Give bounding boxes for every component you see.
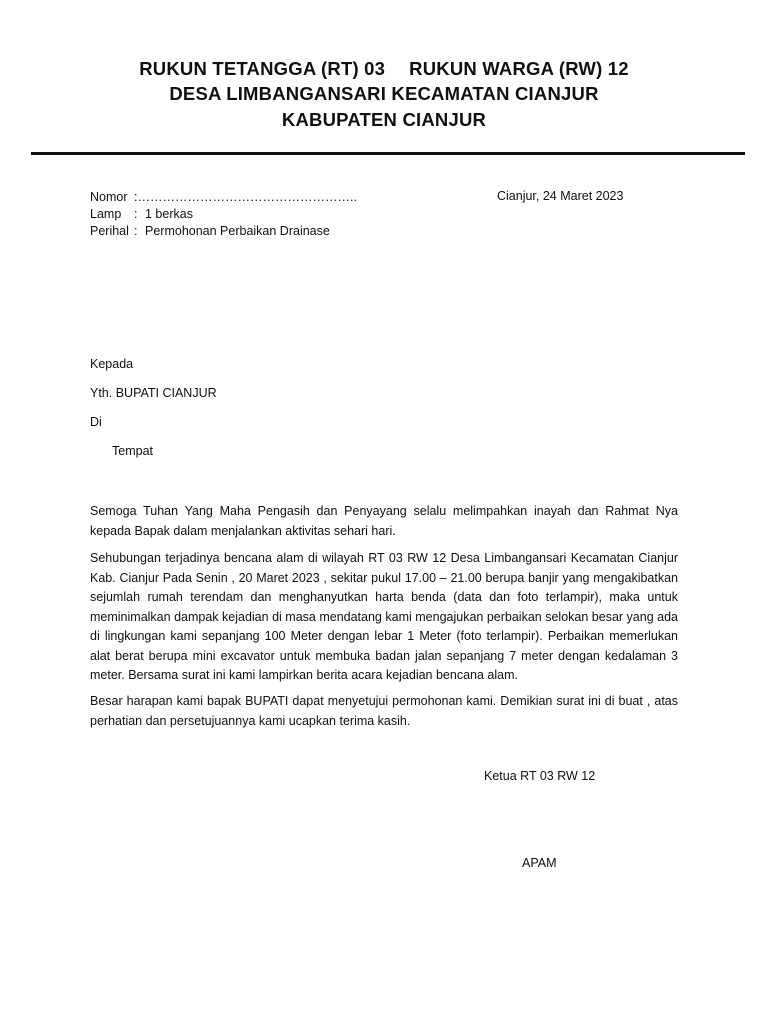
address-di: Di xyxy=(90,415,102,429)
address-tempat: Tempat xyxy=(112,444,153,458)
address-recipient: Yth. BUPATI CIANJUR xyxy=(90,386,217,400)
meta-perihal xyxy=(90,223,357,240)
letterhead-rt: RUKUN TETANGGA (RT) 03 xyxy=(139,58,386,79)
meta-perihal-label: Perihal xyxy=(90,224,129,238)
body-paragraph-greeting: Semoga Tuhan Yang Maha Pengasih dan Penyayang selalu melimpahkan inayah dan Rahmat Nya kepada Bapak dalam menjalankan aktivitas sehari hari. xyxy=(90,504,678,538)
letterhead-line-3: KABUPATEN CIANJUR xyxy=(281,109,487,130)
meta-nomor-value: …………………………………………….. xyxy=(137,190,357,204)
meta-nomor xyxy=(90,189,357,206)
body-paragraph-closing: Besar harapan kami bapak BUPATI dapat menyetujui permohonan kami. Demikian surat ini di buat , atas perhatian dan persetujuannya kami ucapkan terima kasih. xyxy=(90,694,678,728)
letterhead-rw: RUKUN WARGA (RW) 12 xyxy=(409,58,629,79)
address-kepada: Kepada xyxy=(90,357,134,371)
meta-perihal-sep: : xyxy=(134,224,138,238)
meta-nomor-label: Nomor xyxy=(90,190,128,204)
signature-name: APAM xyxy=(522,856,557,870)
meta-perihal-value: Permohonan Perbaikan Drainase xyxy=(145,224,330,238)
letter-meta xyxy=(90,189,357,240)
meta-lamp-sep: : xyxy=(134,207,138,221)
signature-title: Ketua RT 03 RW 12 xyxy=(484,769,596,783)
meta-lamp-value: 1 berkas xyxy=(145,207,193,221)
letter-date: Cianjur, 24 Maret 2023 xyxy=(497,189,624,203)
letterhead-divider xyxy=(31,152,745,155)
letterhead-line-2: DESA LIMBANGANSARI KECAMATAN CIANJUR xyxy=(169,83,599,104)
meta-lamp-label: Lamp xyxy=(90,207,122,221)
body-paragraph-main: Sehubungan terjadinya bencana alam di wilayah RT 03 RW 12 Desa Limbangansari Kecamatan Cianjur Kab. Cianjur Pada Senin , 20 Maret 2023 , sekitar pukul 17.00 – 21.00 berupa banjir yang mengakibatkan sejumlah rumah terendam dan menghanyutkan harta benda (data dan foto terlampir), maka untuk meminimalkan dampak kejadian di masa mendatang kami mengajukan perbaikan selokan besar yang ada di lingkungan kami sepanjang 100 Meter dengan lebar 1 Meter (foto terlampir). Perbaikan memerlukan alat berat berupa mini excavator untuk membuka badan jalan sepanjang 7 meter dengan kedalaman 3 meter. Bersama surat ini kami lampirkan berita acara kejadian bencana alam. xyxy=(90,551,678,682)
meta-lamp xyxy=(90,206,357,223)
letterhead-line-1 xyxy=(0,58,768,80)
meta-nomor-sep: : xyxy=(134,190,138,204)
